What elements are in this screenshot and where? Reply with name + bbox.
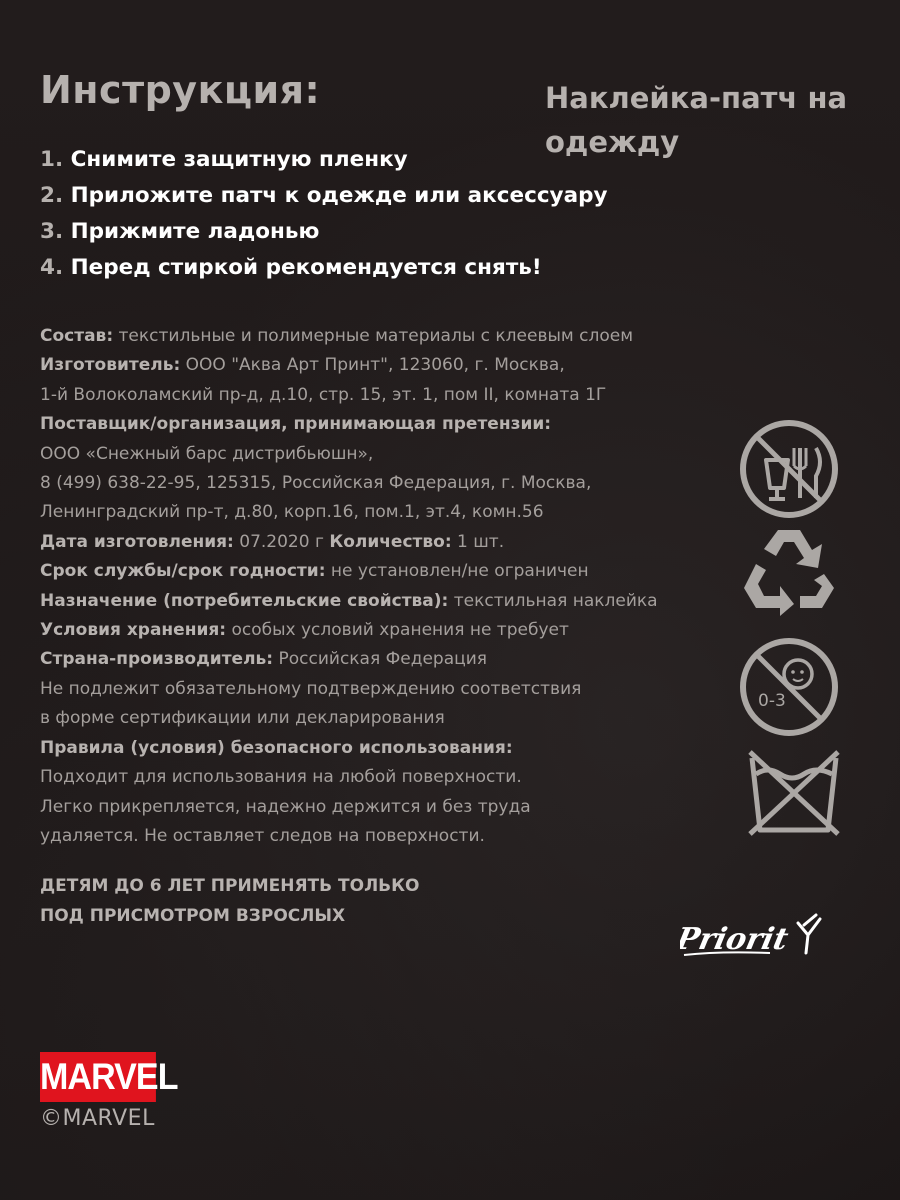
step-text: Перед стиркой рекомендуется снять! xyxy=(70,255,542,280)
storage-line xyxy=(40,616,740,645)
step-item xyxy=(40,214,608,250)
supplier-address-1: 8 (499) 638-22-95, 125315, Российская Федерация, г. Москва, xyxy=(40,473,592,494)
supplier-address-2: Ленинградский пр-т, д.80, корп.16, пом.1, эт.4, комн.56 xyxy=(40,502,544,523)
step-item xyxy=(40,178,608,214)
composition-line xyxy=(40,322,740,351)
storage-value: особых условий хранения не требует xyxy=(226,620,569,641)
date-value: 07.2020 г xyxy=(233,531,330,552)
step-text: Снимите защитную пленку xyxy=(70,147,408,172)
quantity-value: 1 шт. xyxy=(451,531,505,552)
composition-value: текстильные и полимерные материалы с клеевым слоем xyxy=(113,326,634,346)
product-subtitle: Наклейка-патч на одежду xyxy=(545,81,848,159)
country-value: Российская Федерация xyxy=(273,649,487,670)
priority-logo xyxy=(680,905,830,965)
date-quantity-line xyxy=(40,528,740,557)
storage-label: Условия хранения: xyxy=(40,620,227,641)
manufacturer-label: Изготовитель: xyxy=(40,355,181,376)
shelf-life-label: Срок службы/срок годности: xyxy=(40,561,326,582)
country-line xyxy=(40,645,740,674)
certification-line-1: Не подлежит обязательному подтверждению соответствия xyxy=(40,678,582,699)
step-item xyxy=(40,250,608,286)
supplier-line xyxy=(40,410,740,439)
age-badge-text: 0-3 xyxy=(758,691,786,711)
supplier-name: ООО «Снежный барс дистрибьюшн», xyxy=(40,443,374,464)
warning-line-2: ПОД ПРИСМОТРОМ ВЗРОСЛЫХ xyxy=(40,906,346,926)
svg-text:Priorit: Priorit xyxy=(680,922,792,957)
supplier-label: Поставщик/организация, принимающая претензии: xyxy=(40,414,552,435)
instruction-heading: Инструкция: xyxy=(40,68,321,112)
safety-line-1: Подходит для использования на любой поверхности. xyxy=(40,767,522,788)
purpose-line xyxy=(40,587,740,616)
instruction-steps xyxy=(40,142,608,286)
safety-label-line xyxy=(40,734,740,763)
manufacturer-address: 1-й Волоколамский пр-д, д.10, стр. 15, эт. 1, пом II, комната 1Г xyxy=(40,384,607,405)
step-number: 1. xyxy=(40,147,64,172)
product-info xyxy=(40,322,740,851)
country-label: Страна-производитель: xyxy=(40,649,274,670)
recycle-icon xyxy=(738,524,840,616)
step-number: 2. xyxy=(40,183,64,208)
safety-label: Правила (условия) безопасного использования: xyxy=(40,737,513,758)
marvel-copyright: ©MARVEL xyxy=(40,1106,155,1131)
manufacturer-value: ООО "Аква Арт Принт", 123060, г. Москва, xyxy=(180,355,565,376)
safety-line-3: удаляется. Не оставляет следов на поверхности. xyxy=(40,825,485,846)
step-number: 4. xyxy=(40,255,64,280)
not-for-children-0-3-icon xyxy=(738,636,840,738)
not-food-contact-icon xyxy=(738,418,840,520)
marvel-logo: MARVEL xyxy=(40,1052,156,1102)
purpose-value: текстильная наклейка xyxy=(448,590,658,611)
step-text: Приложите патч к одежде или аксессуару xyxy=(70,183,608,208)
certification-line-2: в форме сертификации или декларирования xyxy=(40,708,445,729)
shelf-life-line xyxy=(40,557,740,586)
purpose-label: Назначение (потребительские свойства): xyxy=(40,590,449,611)
composition-label: Состав: xyxy=(40,326,114,346)
warning-line-1: ДЕТЯМ ДО 6 ЛЕТ ПРИМЕНЯТЬ ТОЛЬКО xyxy=(40,876,420,896)
step-text: Прижмите ладонью xyxy=(70,219,320,244)
date-label: Дата изготовления: xyxy=(40,531,234,552)
safety-line-2: Легко прикрепляется, надежно держится и без труда xyxy=(40,796,531,817)
step-item xyxy=(40,142,608,178)
child-warning xyxy=(40,871,420,931)
manufacturer-line xyxy=(40,351,740,380)
step-number: 3. xyxy=(40,219,64,244)
do-not-wash-icon xyxy=(746,748,842,836)
shelf-life-value: не установлен/не ограничен xyxy=(325,561,589,582)
quantity-label: Количество: xyxy=(329,531,452,552)
